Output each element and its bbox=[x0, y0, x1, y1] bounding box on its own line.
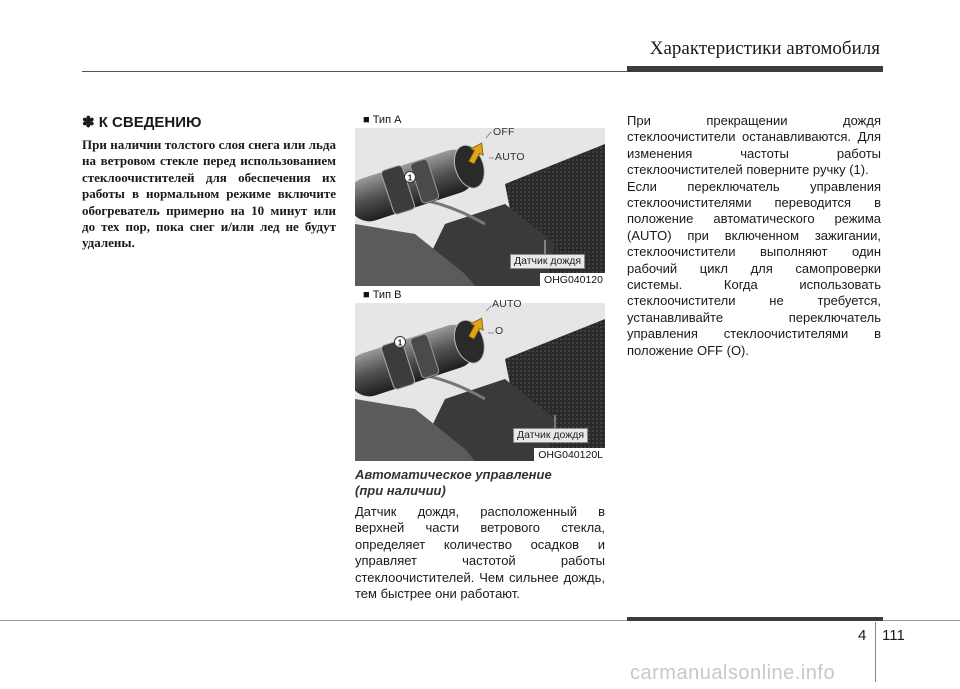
chapter-number: 4 bbox=[858, 627, 867, 644]
section-heading-line1: Автоматическое управление bbox=[355, 467, 552, 482]
section-body: Датчик дождя, расположенный в верхней части ветрового стекла, определяет количество осадков и управляет частотой работы стеклоочистителей. Чем сильнее дождь, тем быстрее они работают. bbox=[355, 504, 605, 602]
callout-number: 1 bbox=[407, 173, 413, 183]
figure-code: OHG040120 bbox=[540, 273, 605, 286]
callout-number: 1 bbox=[397, 338, 403, 348]
position-label-auto: AUTO bbox=[492, 298, 522, 310]
position-label-auto: AUTO bbox=[495, 151, 525, 163]
section-heading-line2: (при наличии) bbox=[355, 482, 446, 498]
figure-type-label: ■ Тип А bbox=[363, 114, 402, 126]
footer-rule-accent bbox=[627, 617, 883, 621]
figure-code: OHG040120L bbox=[534, 448, 605, 461]
section-heading bbox=[355, 467, 605, 498]
page-number: 111 bbox=[882, 627, 905, 644]
figure-type-a bbox=[355, 114, 605, 286]
note-block bbox=[82, 113, 336, 252]
figure-type-b bbox=[355, 289, 605, 461]
auto-control-section bbox=[355, 467, 605, 602]
note-heading: ✽ К СВЕДЕНИЮ bbox=[82, 114, 202, 131]
paragraph-2: Если переключатель управления стеклоочистителями переводится в положение автоматического режима (AUTO) при включенном зажигании, стеклоочистители выполняют один рабочий цикл для самопроверки системы. Когда использовать стеклоочистители не требуется, устанавливайте переключатель управления стеклоочистителями в положение OFF (O). bbox=[627, 178, 881, 358]
paragraph-1: При прекращении дождя стеклоочистители останавливаются. Для изменения частоты работы стеклоочистителей поверните ручку (1). bbox=[627, 113, 881, 178]
position-label-off: OFF bbox=[493, 126, 515, 138]
rain-sensor-label: Датчик дождя bbox=[513, 428, 588, 443]
note-body: При наличии толстого слоя снега или льда на ветровом стекле перед использованием стеклоочистителей для обеспечения их работы в нормальном режиме включите обогреватель примерно на 10 минут или до тех пор, пока снег и/или лед не будут удалены. bbox=[82, 137, 336, 251]
figure-type-label: ■ Тип В bbox=[363, 289, 402, 301]
column-3 bbox=[627, 113, 881, 359]
page-divider bbox=[875, 622, 876, 682]
position-label-o: O bbox=[495, 325, 504, 337]
rain-sensor-label: Датчик дождя bbox=[510, 254, 585, 269]
running-header: Характеристики автомобиля bbox=[649, 38, 880, 59]
watermark: carmanualsonline.info bbox=[630, 662, 836, 684]
header-rule-accent bbox=[627, 66, 883, 72]
